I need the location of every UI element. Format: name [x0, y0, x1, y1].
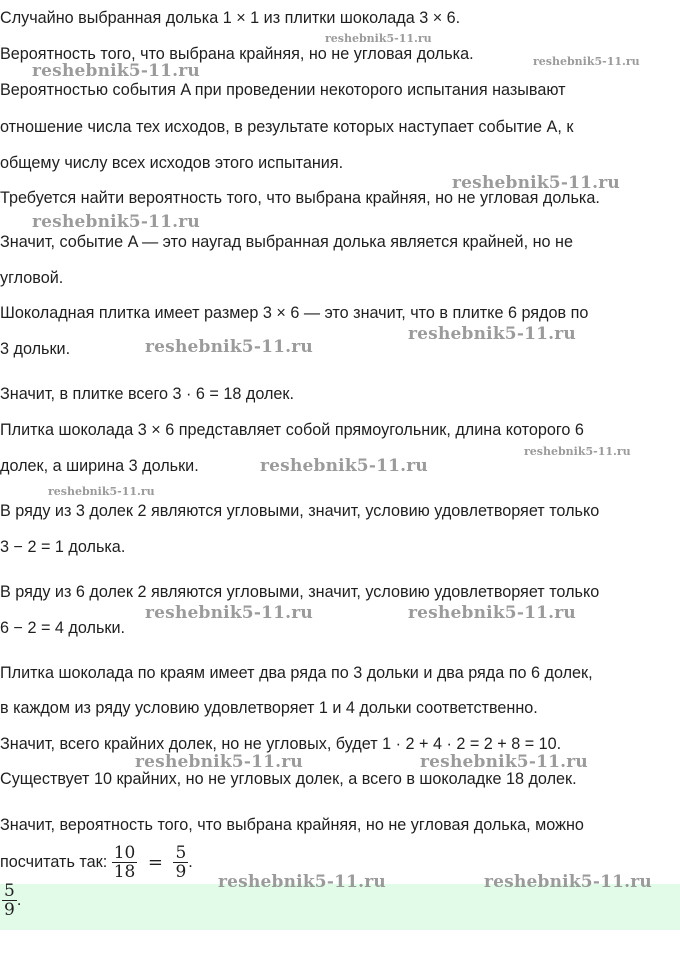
text-line: Требуется найти вероятность того, что выбрана крайняя, но не угловая долька. [0, 189, 600, 207]
answer-value [2, 882, 21, 919]
text-line: в каждом из ряду условию удовлетворяет 1 и 4 дольки соответственно. [0, 699, 538, 717]
fraction-numerator: 10 [113, 843, 136, 864]
fraction-10-18 [112, 844, 138, 881]
answer-fraction [2, 882, 17, 919]
equals-sign: = [147, 851, 163, 873]
fraction-numerator: 5 [4, 881, 15, 901]
watermark: reshebnik5-11.ru [408, 324, 576, 344]
text-line: 3 − 2 = 1 долька. [0, 538, 126, 556]
text-line: В ряду из 6 долек 2 являются угловыми, значит, условию удовлетворяет только [0, 583, 600, 601]
fraction-denominator: 18 [113, 862, 136, 883]
calculation-line [0, 842, 193, 883]
watermark: reshebnik5-11.ru [408, 603, 576, 623]
text-line: Значит, всего крайних долек, но не угловых, будет 1 · 2 + 4 · 2 = 2 + 8 = 10. [0, 735, 562, 753]
watermark: reshebnik5-11.ru [524, 445, 631, 458]
text-line: Значит, в плитке всего 3 · 6 = 18 долек. [0, 385, 295, 403]
watermark: reshebnik5-11.ru [533, 55, 640, 68]
fraction-denominator: 9 [175, 862, 187, 883]
text-line: 6 − 2 = 4 дольки. [0, 619, 125, 637]
watermark: reshebnik5-11.ru [145, 603, 313, 623]
text-line: Вероятность того, что выбрана крайняя, но не угловая долька. [0, 45, 474, 63]
watermark: reshebnik5-11.ru [452, 173, 620, 193]
watermark: reshebnik5-11.ru [420, 752, 588, 772]
text-line: Плитка шоколада по краям имеет два ряда по 3 дольки и два ряда по 6 долек, [0, 664, 593, 682]
text-line: Значит, событие A — это наугад выбранная долька является крайней, но не [0, 233, 573, 251]
period: . [16, 890, 22, 909]
watermark: reshebnik5-11.ru [32, 61, 200, 81]
fraction-numerator: 5 [175, 843, 187, 864]
text-line: Значит, вероятность того, что выбрана крайняя, но не угловая долька, можно [0, 816, 584, 834]
text-line: долек, а ширина 3 дольки. [0, 457, 199, 475]
calculation-prefix: посчитать так: [0, 853, 108, 871]
text-line: Существует 10 крайних, но не угловых долек, а всего в шоколадке 18 долек. [0, 770, 577, 788]
period: . [188, 853, 193, 871]
watermark: reshebnik5-11.ru [48, 485, 155, 498]
fraction-5-9 [173, 844, 188, 881]
watermark: reshebnik5-11.ru [135, 752, 303, 772]
text-line: общему числу всех исходов этого испытания. [0, 154, 344, 172]
text-line: Шоколадная плитка имеет размер 3 × 6 — это значит, что в плитке 6 рядов по [0, 304, 589, 322]
text-line: угловой. [0, 269, 64, 287]
text-line: Вероятностью события A при проведении некоторого испытания называют [0, 81, 566, 99]
watermark: reshebnik5-11.ru [325, 32, 432, 45]
text-line: В ряду из 3 долек 2 являются угловыми, значит, условию удовлетворяет только [0, 502, 600, 520]
fraction-denominator: 9 [4, 900, 15, 920]
watermark: reshebnik5-11.ru [32, 212, 200, 232]
text-line: отношение числа тех исходов, в результате которых наступает событие A, к [0, 118, 574, 136]
text-line: Случайно выбранная долька 1 × 1 из плитки шоколада 3 × 6. [0, 9, 461, 27]
watermark: reshebnik5-11.ru [218, 872, 386, 892]
watermark: reshebnik5-11.ru [484, 872, 652, 892]
text-line: Плитка шоколада 3 × 6 представляет собой прямоугольник, длина которого 6 [0, 421, 584, 439]
text-line: 3 дольки. [0, 340, 71, 358]
watermark: reshebnik5-11.ru [260, 456, 428, 476]
watermark: reshebnik5-11.ru [145, 337, 313, 357]
